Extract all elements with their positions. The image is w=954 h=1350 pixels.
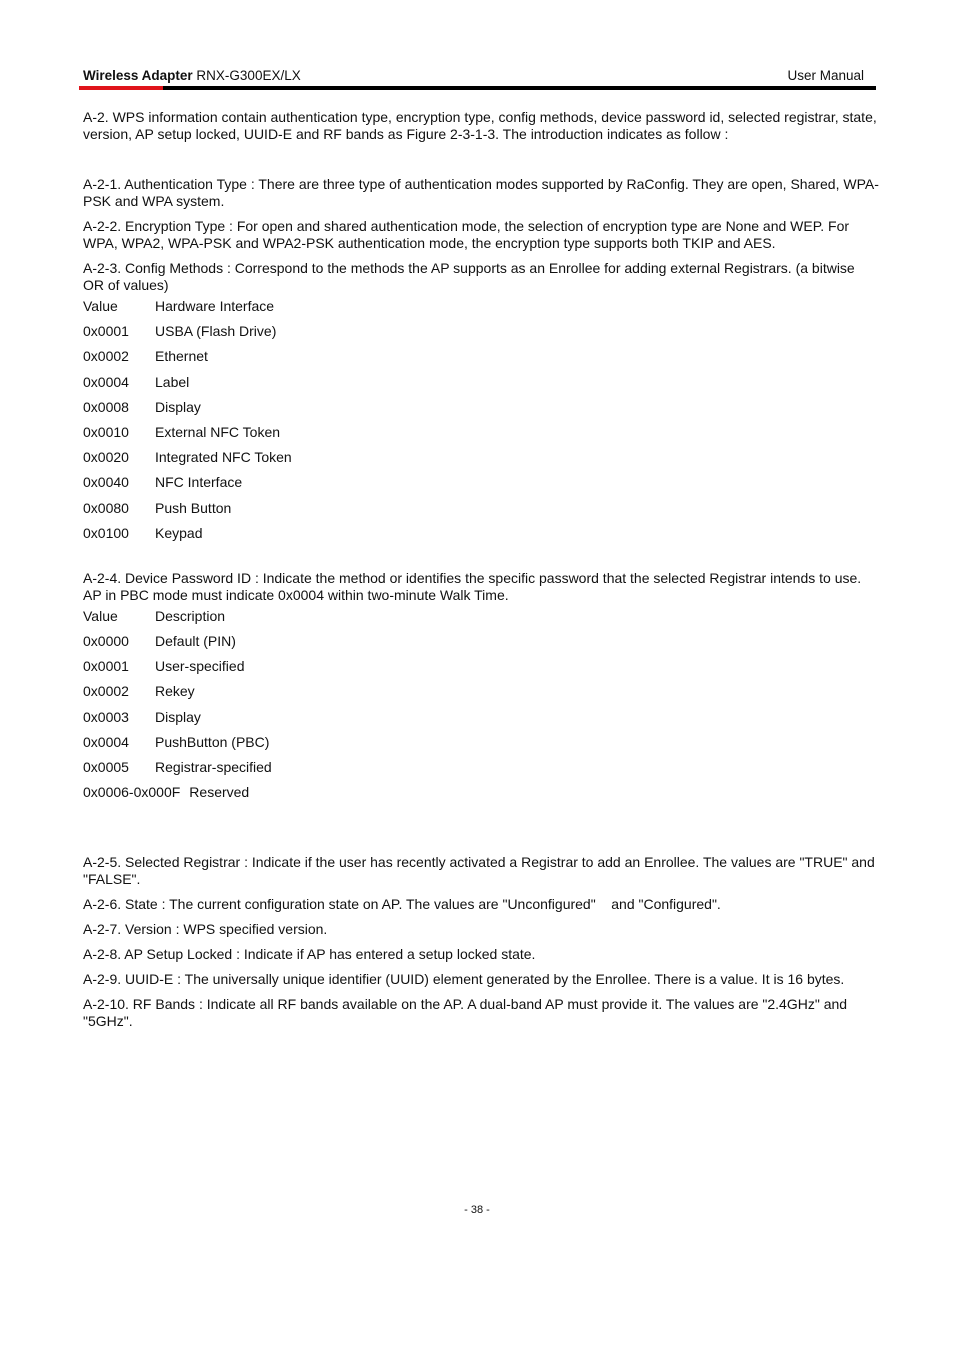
- selected-registrar-paragraph: A-2-5. Selected Registrar : Indicate if the user has recently activated a Registrar to add an Enrollee. The values are "TRUE" and "FALSE".: [83, 854, 875, 888]
- page-content: [83, 109, 879, 1038]
- table-row: 0x0000 Default (PIN): [83, 633, 236, 650]
- page-number: - 38 -: [464, 1204, 490, 1216]
- config-methods-header-row: [83, 294, 879, 319]
- table-row: 0x0004 Label: [83, 373, 190, 390]
- spacer: [83, 805, 879, 854]
- table-row: 0x0001 USBA (Flash Drive): [83, 323, 277, 340]
- column-value-header: Value: [83, 607, 118, 624]
- table-row: 0x0004 PushButton (PBC): [83, 733, 270, 750]
- column-desc-header: Description: [155, 607, 226, 624]
- header-product-model: RNX-G300EX/LX: [192, 68, 301, 83]
- column-desc-header: Hardware Interface: [155, 298, 275, 314]
- auth-type-paragraph: A-2-1. Authentication Type : There are three type of authentication modes supported by RaConfig. They are open, Shared, WPA-PSK and WPA system.: [83, 176, 879, 209]
- table-row: 0x0002 Rekey: [83, 683, 195, 700]
- ap-setup-locked-paragraph: A-2-8. AP Setup Locked : Indicate if AP has entered a setup locked state.: [83, 946, 536, 963]
- device-password-paragraph: A-2-4. Device Password ID : Indicate the method or identifies the specific password that the selected Registrar intends to use. AP in PBC mode must indicate 0x0004 within two-minute Walk Time.: [83, 569, 862, 603]
- rf-bands-paragraph: A-2-10. RF Bands : Indicate all RF bands available on the AP. A dual-band AP must provide it. The values are "2.4GHz" and "5GHz".: [83, 996, 848, 1030]
- table-row: 0x0005 Registrar-specified: [83, 759, 272, 775]
- page-header: [83, 67, 876, 85]
- config-methods-table: [83, 294, 879, 546]
- table-row: 0x0020 Integrated NFC Token: [83, 449, 292, 466]
- header-rule-accent: [79, 86, 163, 90]
- table-row: 0x0008 Display: [83, 398, 201, 415]
- table-row: 0x0002 Ethernet: [83, 348, 208, 365]
- table-row-reserved: 0x0006-0x000F Reserved: [83, 784, 250, 801]
- spacer: [83, 546, 879, 570]
- table-row: 0x0001 User-specified: [83, 658, 245, 675]
- version-paragraph: A-2-7. Version : WPS specified version.: [83, 921, 328, 938]
- header-product: [83, 67, 301, 85]
- header-doc-type: User Manual: [787, 68, 864, 83]
- table-row: 0x0040 NFC Interface: [83, 474, 243, 491]
- device-password-table: [83, 604, 879, 806]
- intro-paragraph: A-2. WPS information contain authentication type, encryption type, config methods, device password id, selected registrar, state, version, AP setup locked, UUID-E and RF bands as Figure 2-3-1-3. The introduction indicates as follow :: [83, 109, 877, 142]
- device-password-header-row: [83, 604, 879, 629]
- uuid-e-paragraph: A-2-9. UUID-E : The universally unique identifier (UUID) element generated by the Enrollee. There is a value. It is 16 bytes.: [83, 971, 845, 988]
- table-row: 0x0080 Push Button: [83, 499, 232, 516]
- encryption-type-paragraph: A-2-2. Encryption Type : For open and shared authentication mode, the selection of encryption type are None and WEP. For WPA, WPA2, WPA-PSK and WPA2-PSK authentication mode, the encryption type supports both TKIP and AES.: [83, 218, 850, 251]
- header-rule: [79, 86, 876, 90]
- table-row: 0x0010 External NFC Token: [83, 423, 281, 440]
- table-row: 0x0003 Display: [83, 708, 201, 725]
- state-paragraph: A-2-6. State : The current configuration state on AP. The values are "Unconfigured" and "Configured".: [83, 896, 721, 913]
- header-product-bold: Wireless Adapter: [83, 68, 193, 83]
- config-methods-paragraph: A-2-3. Config Methods : Correspond to the methods the AP supports as an Enrollee for adding external Registrars. (a bitwise OR of values): [83, 260, 855, 293]
- column-value-header: Value: [83, 298, 118, 314]
- table-row: 0x0100 Keypad: [83, 524, 203, 541]
